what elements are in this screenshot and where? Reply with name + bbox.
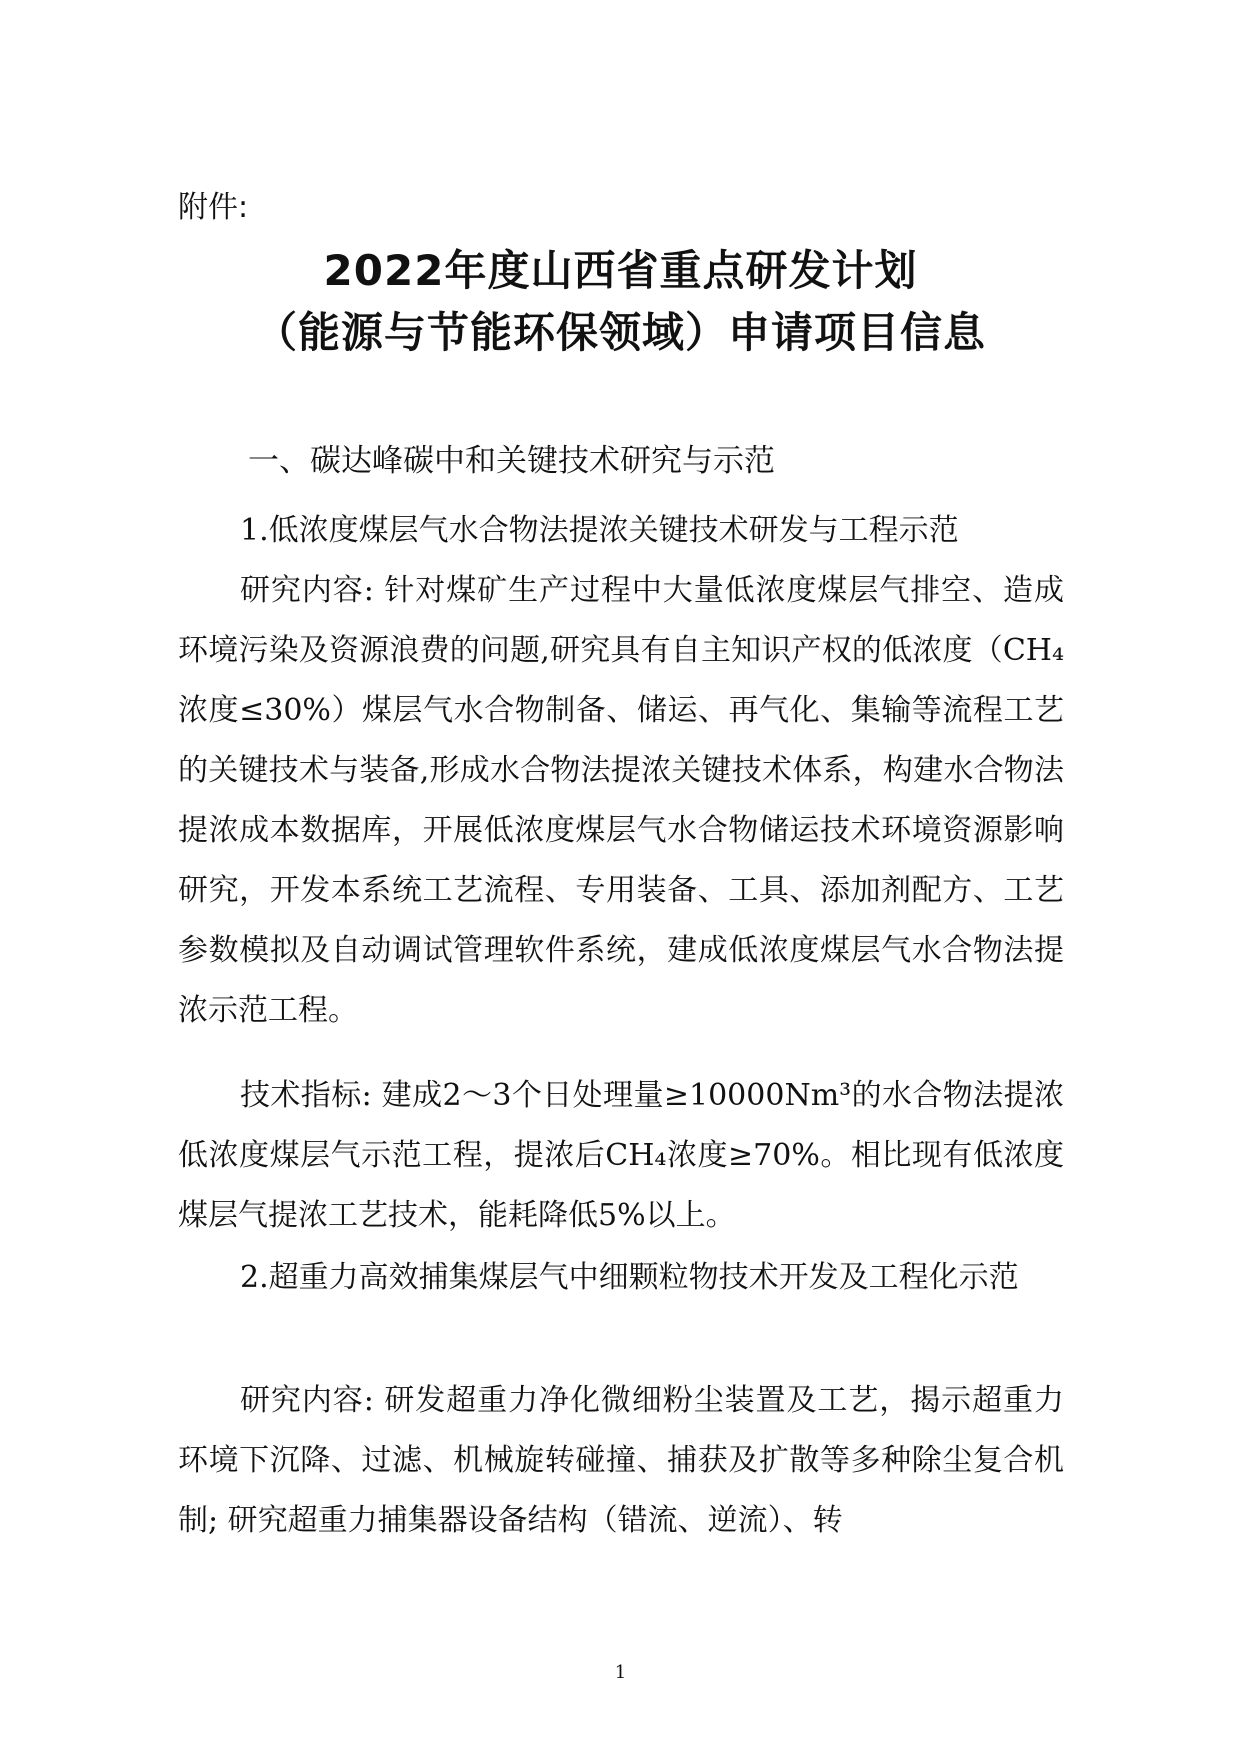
- page-number: 1: [614, 1662, 627, 1683]
- item-1-technical-indicators: 技术指标: 建成2～3个日处理量≥10000Nm³的水合物法提浓低浓度煤层气示范工程，提浓后CH₄浓度≥70%。相比现有低浓度煤层气提浓工艺技术，能耗降低5%以上。: [178, 1078, 1064, 1233]
- attachment-label: 附件:: [178, 190, 249, 225]
- item-1-research-content: 研究内容: 针对煤矿生产过程中大量低浓度煤层气排空、造成环境污染及资源浪费的问题,研究具有自主知识产权的低浓度（CH₄浓度≤30%）煤层气水合物制备、储运、再气化、集输等流程工艺的关键技术与装备,形成水合物法提浓关键技术体系，构建水合物法提浓成本数据库，开展低浓度煤层气水合物储运技术环境资源影响研究，开发本系统工艺流程、专用装备、工具、添加剂配方、工艺参数模拟及自动调试管理软件系统，建成低浓度煤层气水合物法提浓示范工程。: [178, 573, 1064, 1028]
- item-2-title: 2.超重力高效捕集煤层气中细颗粒物技术开发及工程化示范: [240, 1260, 1019, 1295]
- item-1-title: 1.低浓度煤层气水合物法提浓关键技术研发与工程示范: [240, 513, 959, 548]
- document-title-line-2: （能源与节能环保领域）申请项目信息: [254, 308, 986, 357]
- section-heading-1: 一、碳达峰碳中和关键技术研究与示范: [248, 443, 775, 479]
- item-2-research-content: 研究内容: 研发超重力净化微细粉尘装置及工艺，揭示超重力环境下沉降、过滤、机械旋转碰撞、捕获及扩散等多种除尘复合机制; 研究超重力捕集器设备结构（错流、逆流）、转: [178, 1383, 1064, 1538]
- document-title-line-1: 2022年度山西省重点研发计划: [323, 246, 918, 295]
